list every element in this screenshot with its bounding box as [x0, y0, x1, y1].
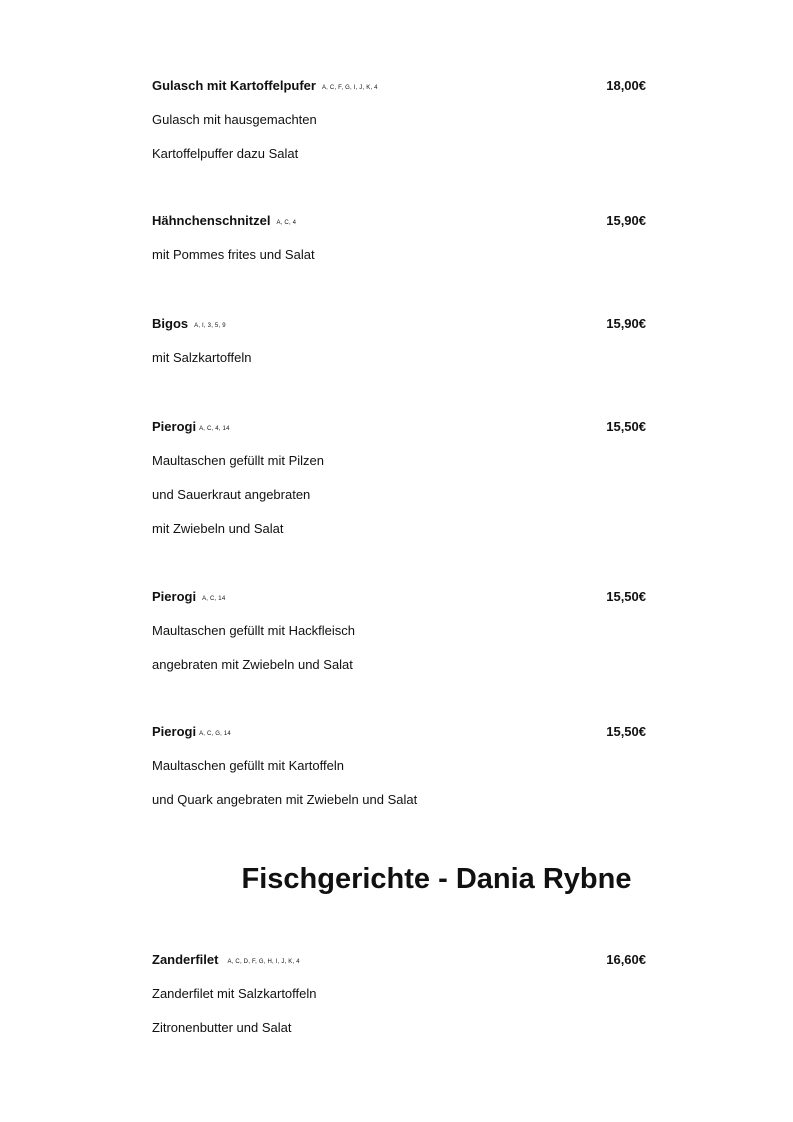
dish-name: Hähnchenschnitzel [152, 213, 271, 228]
dish-price: 16,60€ [606, 952, 646, 967]
menu-item-title [152, 78, 378, 96]
dish-price: 15,50€ [606, 589, 646, 604]
dish-description-line: und Sauerkraut angebraten [152, 487, 311, 502]
dish-description-line: Gulasch mit hausgemachten [152, 112, 317, 127]
allergen-codes: A, C, G, 14 [199, 731, 231, 737]
dish-price: 15,50€ [606, 724, 646, 739]
allergen-codes: A, C, F, G, I, J, K, 4 [321, 85, 378, 91]
dish-name: Gulasch mit Kartoffelpufer [152, 78, 316, 93]
section-heading: Fischgerichte - Dania Rybne [241, 863, 632, 895]
dish-name: Bigos [152, 316, 189, 331]
dish-price: 15,50€ [606, 419, 646, 434]
allergen-codes: A, I, 3, 5, 9 [194, 323, 226, 329]
menu-item-title [152, 316, 226, 334]
dish-description-line: mit Salzkartoffeln [152, 350, 252, 365]
menu-item-title [152, 952, 300, 970]
menu-item-title [152, 213, 296, 231]
allergen-codes: A, C, 4, 14 [199, 426, 230, 432]
dish-name: Pierogi [152, 724, 197, 739]
dish-name: Zanderfilet [152, 952, 219, 967]
dish-description-line: angebraten mit Zwiebeln und Salat [152, 657, 353, 672]
menu-item-title [152, 419, 230, 437]
dish-description-line: Maultaschen gefüllt mit Hackfleisch [152, 623, 356, 638]
allergen-codes: A, C, D, F, G, H, I, J, K, 4 [227, 959, 300, 965]
dish-price: 18,00€ [606, 78, 646, 93]
dish-price: 15,90€ [606, 213, 646, 228]
dish-name: Pierogi [152, 419, 197, 434]
dish-description-line: mit Pommes frites und Salat [152, 247, 315, 262]
dish-description-line: Maultaschen gefüllt mit Pilzen [152, 453, 324, 468]
dish-price: 15,90€ [606, 316, 646, 331]
allergen-codes: A, C, 4 [276, 220, 297, 226]
dish-description-line: und Quark angebraten mit Zwiebeln und Salat [152, 792, 418, 807]
dish-description-line: Zanderfilet mit Salzkartoffeln [152, 986, 317, 1001]
dish-name: Pierogi [152, 589, 197, 604]
dish-description-line: mit Zwiebeln und Salat [152, 521, 284, 536]
dish-description-line: Maultaschen gefüllt mit Kartoffeln [152, 758, 344, 773]
dish-description-line: Zitronenbutter und Salat [152, 1020, 292, 1035]
allergen-codes: A, C, 14 [202, 596, 226, 602]
menu-item-title [152, 724, 231, 742]
dish-description-line: Kartoffelpuffer dazu Salat [152, 146, 299, 161]
menu-item-title [152, 589, 225, 607]
